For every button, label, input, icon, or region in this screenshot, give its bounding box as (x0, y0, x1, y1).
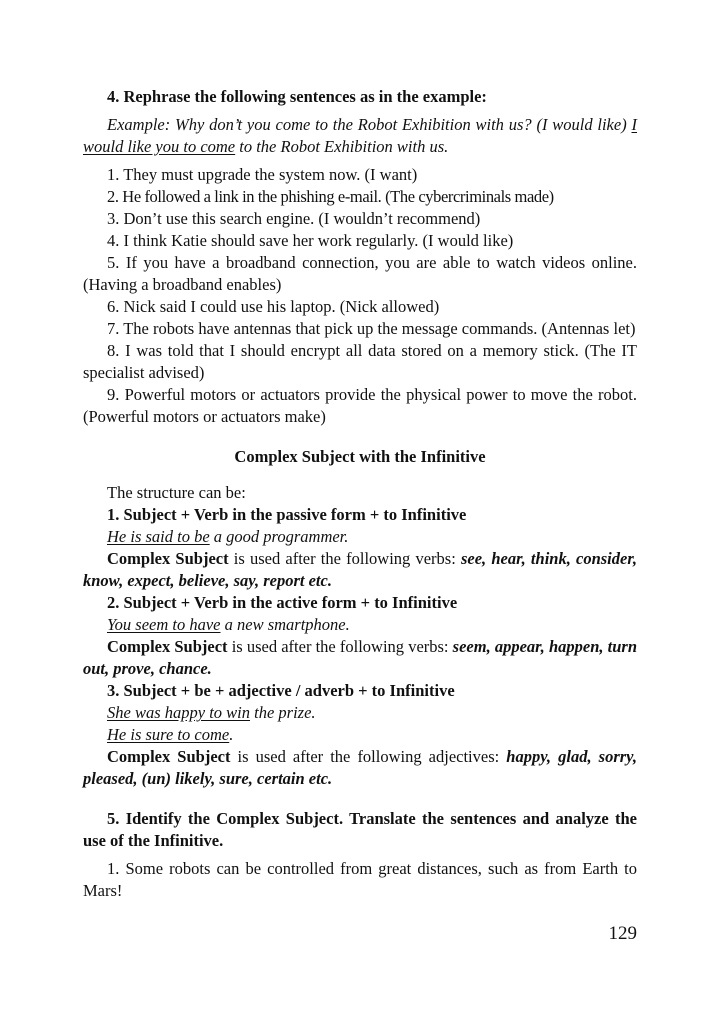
structure-2-verbs (83, 636, 637, 680)
structure-3-adjective-list: happy, glad, sorry, pleased, (un) likely, sure, certain etc. (83, 747, 637, 788)
task4-example (83, 114, 637, 158)
verbs-intro: is used after the following verbs: (227, 637, 453, 656)
complex-subject-label: Complex Subject (107, 549, 229, 568)
task4-heading: 4. Rephrase the following sentences as in the example: (107, 87, 487, 106)
example-answer: I would like you to come (83, 115, 637, 156)
verbs-intro: is used after the following verbs: (228, 549, 461, 568)
example-prefix: Example: Why don’t you come to the Robot Exhibition with us? (I would like) (107, 115, 632, 134)
structure-3-example-1-rest: the prize. (250, 703, 316, 722)
task4-item-1: 1. They must upgrade the system now. (I want) (107, 165, 418, 184)
task4-item-4: 4. I think Katie should save her work regularly. (I would like) (107, 231, 514, 250)
task4-item-3: 3. Don’t use this search engine. (I wouldn’t recommend) (107, 209, 481, 228)
task4-item-8: 8. I was told that I should encrypt all data stored on a memory stick. (The IT specialist advised) (83, 341, 637, 382)
task4-item-2: 2. He followed a link in the phishing e-mail. (The cybercriminals made) (107, 187, 554, 206)
structure-2-heading: 2. Subject + Verb in the active form + to Infinitive (107, 593, 458, 612)
page-number: 129 (608, 923, 637, 944)
structure-1-verb-list: see, hear, think, consider, know, expect, believe, say, report etc. (83, 549, 637, 590)
adjectives-intro: is used after the following adjectives: (230, 747, 507, 766)
example-suffix: to the Robot Exhibition with us. (235, 137, 449, 156)
structure-2-verb-list: seem, appear, happen, turn out, prove, chance. (83, 637, 637, 678)
structure-3-example-2-rest: . (229, 725, 234, 744)
task4-item-5: 5. If you have a broadband connection, you are able to watch videos online. (Having a broadband enables) (83, 253, 637, 294)
structure-1-example-rest: a good programmer. (209, 527, 349, 546)
structure-3-example-1-underlined: She was happy to win (107, 703, 250, 722)
structure-3-example-2-underlined: He is sure to come (107, 725, 230, 744)
grammar-intro: The structure can be: (107, 483, 246, 502)
structure-2-example-rest: a new smartphone. (220, 615, 350, 634)
structure-1-example (83, 526, 637, 548)
task5-heading: 5. Identify the Complex Subject. Translate the sentences and analyze the use of the Infinitive. (83, 809, 637, 850)
structure-2-example-underlined: You seem to have (107, 615, 221, 634)
complex-subject-label: Complex Subject (107, 637, 228, 656)
grammar-title: Complex Subject with the Infinitive (234, 447, 486, 466)
structure-3-example-1 (83, 702, 637, 724)
structure-3-example-2 (83, 724, 637, 746)
structure-3-heading: 3. Subject + be + adjective / adverb + to Infinitive (107, 681, 455, 700)
task4-item-9: 9. Powerful motors or actuators provide the physical power to move the robot. (Powerful motors or actuators make) (83, 385, 637, 426)
structure-1-example-underlined: He is said to be (107, 527, 210, 546)
complex-subject-label: Complex Subject (107, 747, 231, 766)
task4-item-7: 7. The robots have antennas that pick up the message commands. (Antennas let) (107, 319, 636, 338)
task4-item-6: 6. Nick said I could use his laptop. (Nick allowed) (107, 297, 440, 316)
page-content (83, 86, 637, 902)
structure-2-example (83, 614, 637, 636)
structure-1-verbs (83, 548, 637, 592)
task5-item-1: 1. Some robots can be controlled from great distances, such as from Earth to Mars! (83, 859, 637, 900)
structure-3-adjectives (83, 746, 637, 790)
structure-1-heading: 1. Subject + Verb in the passive form + to Infinitive (107, 505, 467, 524)
